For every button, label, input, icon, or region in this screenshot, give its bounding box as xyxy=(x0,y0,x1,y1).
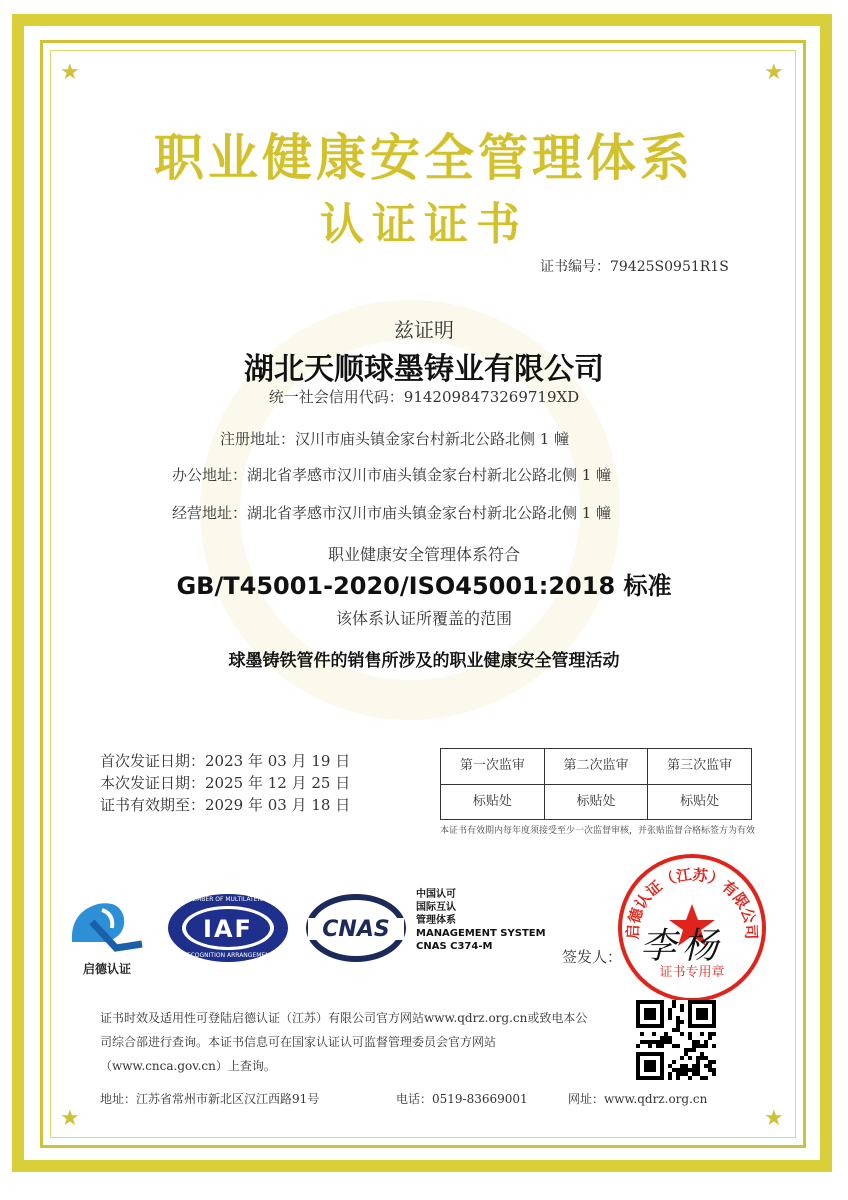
scope: 球墨铸铁管件的销售所涉及的职业健康安全管理活动 xyxy=(228,651,620,671)
qr-code-icon xyxy=(636,1000,716,1080)
audit-sticker-slot-1: 标贴处 xyxy=(441,784,545,820)
office-address: 办公地址：湖北省孝感市汉川市庙头镇金家台村新北公路北侧 1 幢 xyxy=(172,466,612,484)
certificate-subtitle: 认证证书 xyxy=(320,199,528,250)
first-issue-date: 首次发证日期：2023 年 03 月 19 日 xyxy=(100,752,351,770)
signer-label: 签发人： xyxy=(562,948,623,966)
audit-note: 本证书有效期内每年度须接受至少一次监督审核，并张贴监督合格标签方为有效 xyxy=(440,826,756,836)
iaf-ring-bottom: RECOGNITION ARRANGEMENT xyxy=(182,952,274,959)
signature: 李杨 xyxy=(640,926,725,967)
qide-logo-icon xyxy=(62,892,152,956)
standard: GB/T45001-2020/ISO45001:2018 标准 xyxy=(176,572,672,600)
cnas-line-1: 中国认可 xyxy=(416,889,456,900)
cnas-text: CNAS xyxy=(322,917,390,942)
audit-header-1: 第一次监审 xyxy=(441,749,545,785)
qr-code[interactable] xyxy=(636,1000,716,1080)
svg-text:证书专用章: 证书专用章 xyxy=(659,965,725,980)
iaf-logo xyxy=(166,892,290,964)
hereby-certify: 兹证明 xyxy=(394,318,454,342)
cnas-line-2: 国际互认 xyxy=(416,902,456,913)
audit-sticker-slot-3: 标贴处 xyxy=(648,784,752,820)
surveillance-audit-table xyxy=(440,748,752,820)
footer-website[interactable]: 网址：www.qdrz.org.cn xyxy=(568,1092,708,1106)
corner-star-icon: ★ xyxy=(60,60,80,85)
credit-code: 统一社会信用代码：9142098473269719XD xyxy=(268,388,580,406)
conformity-intro: 职业健康安全管理体系符合 xyxy=(327,545,520,564)
qide-logo xyxy=(62,892,152,982)
corner-star-icon: ★ xyxy=(764,60,784,85)
footer-phone: 电话：0519-83669001 xyxy=(396,1092,528,1106)
audit-header-2: 第二次监审 xyxy=(544,749,648,785)
current-issue-date: 本次发证日期：2025 年 12 月 25 日 xyxy=(100,774,351,792)
iaf-text: IAF xyxy=(203,915,253,943)
corner-star-icon: ★ xyxy=(764,1106,784,1131)
footer-address: 地址：江苏省常州市新北区汉江西路91号 xyxy=(100,1092,320,1106)
scope-intro: 该体系认证所覆盖的范围 xyxy=(335,609,512,628)
expiry-date: 证书有效期至：2029 年 03 月 18 日 xyxy=(100,796,351,814)
query-text: 证书时效及适用性可登陆启德认证（江苏）有限公司官方网站www.qdrz.org.cn或致电本公司综合部进行查询。本证书信息可在国家认证认可监督管理委员会官方网站（www.cnca.gov.cn）上查询。 xyxy=(100,1011,588,1073)
audit-header-3: 第三次监审 xyxy=(648,749,752,785)
corner-star-icon: ★ xyxy=(60,1106,80,1131)
svg-text:启德认证（江苏）有限公司: 启德认证（江苏）有限公司 xyxy=(623,865,761,940)
cnas-line-4: MANAGEMENT SYSTEM xyxy=(416,928,546,939)
cnas-line-3: 管理体系 xyxy=(416,915,456,926)
business-address: 经营地址：湖北省孝感市汉川市庙头镇金家台村新北公路北侧 1 幢 xyxy=(172,504,612,522)
certificate-title: 职业健康安全管理体系 xyxy=(154,129,694,187)
certificate-number: 证书编号：79425S0951R1S xyxy=(540,259,729,275)
qide-label: 启德认证 xyxy=(82,962,131,976)
cnas-logo xyxy=(304,892,408,964)
company-name: 湖北天顺球墨铸业有限公司 xyxy=(244,352,604,387)
iaf-ring-top: MEMBER OF MULTILATERAL xyxy=(187,896,269,903)
cnas-line-5: CNAS C374-M xyxy=(416,941,493,952)
registered-address: 注册地址：汉川市庙头镇金家台村新北公路北侧 1 幢 xyxy=(220,430,570,448)
audit-sticker-slot-2: 标贴处 xyxy=(544,784,648,820)
cnas-info xyxy=(416,888,546,953)
